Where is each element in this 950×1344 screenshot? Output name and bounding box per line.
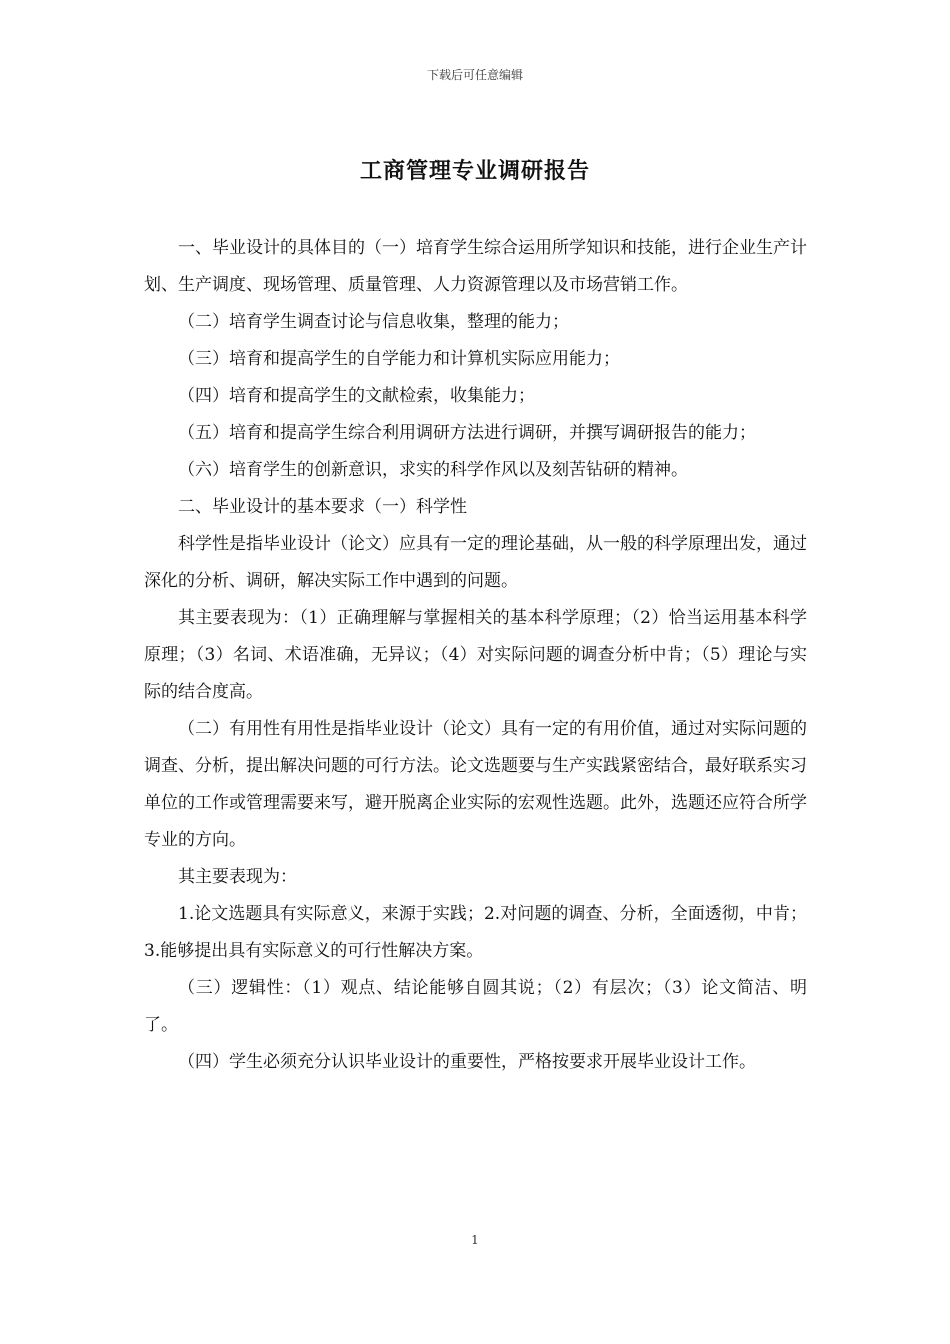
paragraph-practicality-heading: 其主要表现为： bbox=[178, 867, 297, 887]
paragraph-purpose-3: （三）培育和提高学生的自学能力和计算机实际应用能力； bbox=[178, 349, 620, 369]
page-number: 1 bbox=[471, 1233, 479, 1247]
paragraph-practicality: （二）有用性有用性是指毕业设计（论文）具有一定的有用价值，通过对实际问题的调查、分析，提出解决问题的可行方法。论文选题要与生产实践紧密结合，最好联系实习单位的工作或管理需要来写，避开脱离企业实际的宏观性选题。此外，选题还应符合所学专业的方向。 bbox=[144, 719, 807, 850]
paragraph-requirements-heading: 二、毕业设计的基本要求（一）科学性 bbox=[178, 497, 467, 517]
paragraph-scientific-manifestations: 其主要表现为：（1）正确理解与掌握相关的基本科学原理；（2）恰当运用基本科学原理；（3）名词、术语准确，无异议；（4）对实际问题的调查分析中肯；（5）理论与实际的结合度高。 bbox=[144, 608, 807, 702]
paragraph-importance: （四）学生必须充分认识毕业设计的重要性，严格按要求开展毕业设计工作。 bbox=[178, 1052, 756, 1072]
paragraph-logic: （三）逻辑性：（1）观点、结论能够自圆其说；（2）有层次；（3）论文简洁、明了。 bbox=[144, 978, 807, 1035]
document-body bbox=[144, 230, 807, 1081]
paragraph-purpose-6: （六）培育学生的创新意识，求实的科学作风以及刻苦钻研的精神。 bbox=[178, 460, 688, 480]
paragraph-practicality-manifestations: 1.论文选题具有实际意义，来源于实践；2.对问题的调查、分析，全面透彻，中肯；3.能够提出具有实际意义的可行性解决方案。 bbox=[144, 904, 807, 961]
paragraph-purpose-5: （五）培育和提高学生综合利用调研方法进行调研，并撰写调研报告的能力； bbox=[178, 423, 756, 443]
page-header-note: 下载后可任意编辑 bbox=[426, 68, 523, 82]
paragraph-purpose: 一、毕业设计的具体目的（一）培育学生综合运用所学知识和技能，进行企业生产计划、生产调度、现场管理、质量管理、人力资源管理以及市场营销工作。 bbox=[144, 238, 807, 295]
paragraph-purpose-4: （四）培育和提高学生的文献检索，收集能力； bbox=[178, 386, 535, 406]
document-title: 工商管理专业调研报告 bbox=[359, 159, 590, 184]
paragraph-purpose-2: （二）培育学生调查讨论与信息收集，整理的能力； bbox=[178, 312, 569, 332]
paragraph-scientific: 科学性是指毕业设计（论文）应具有一定的理论基础，从一般的科学原理出发，通过深化的分析、调研，解决实际工作中遇到的问题。 bbox=[144, 534, 807, 591]
